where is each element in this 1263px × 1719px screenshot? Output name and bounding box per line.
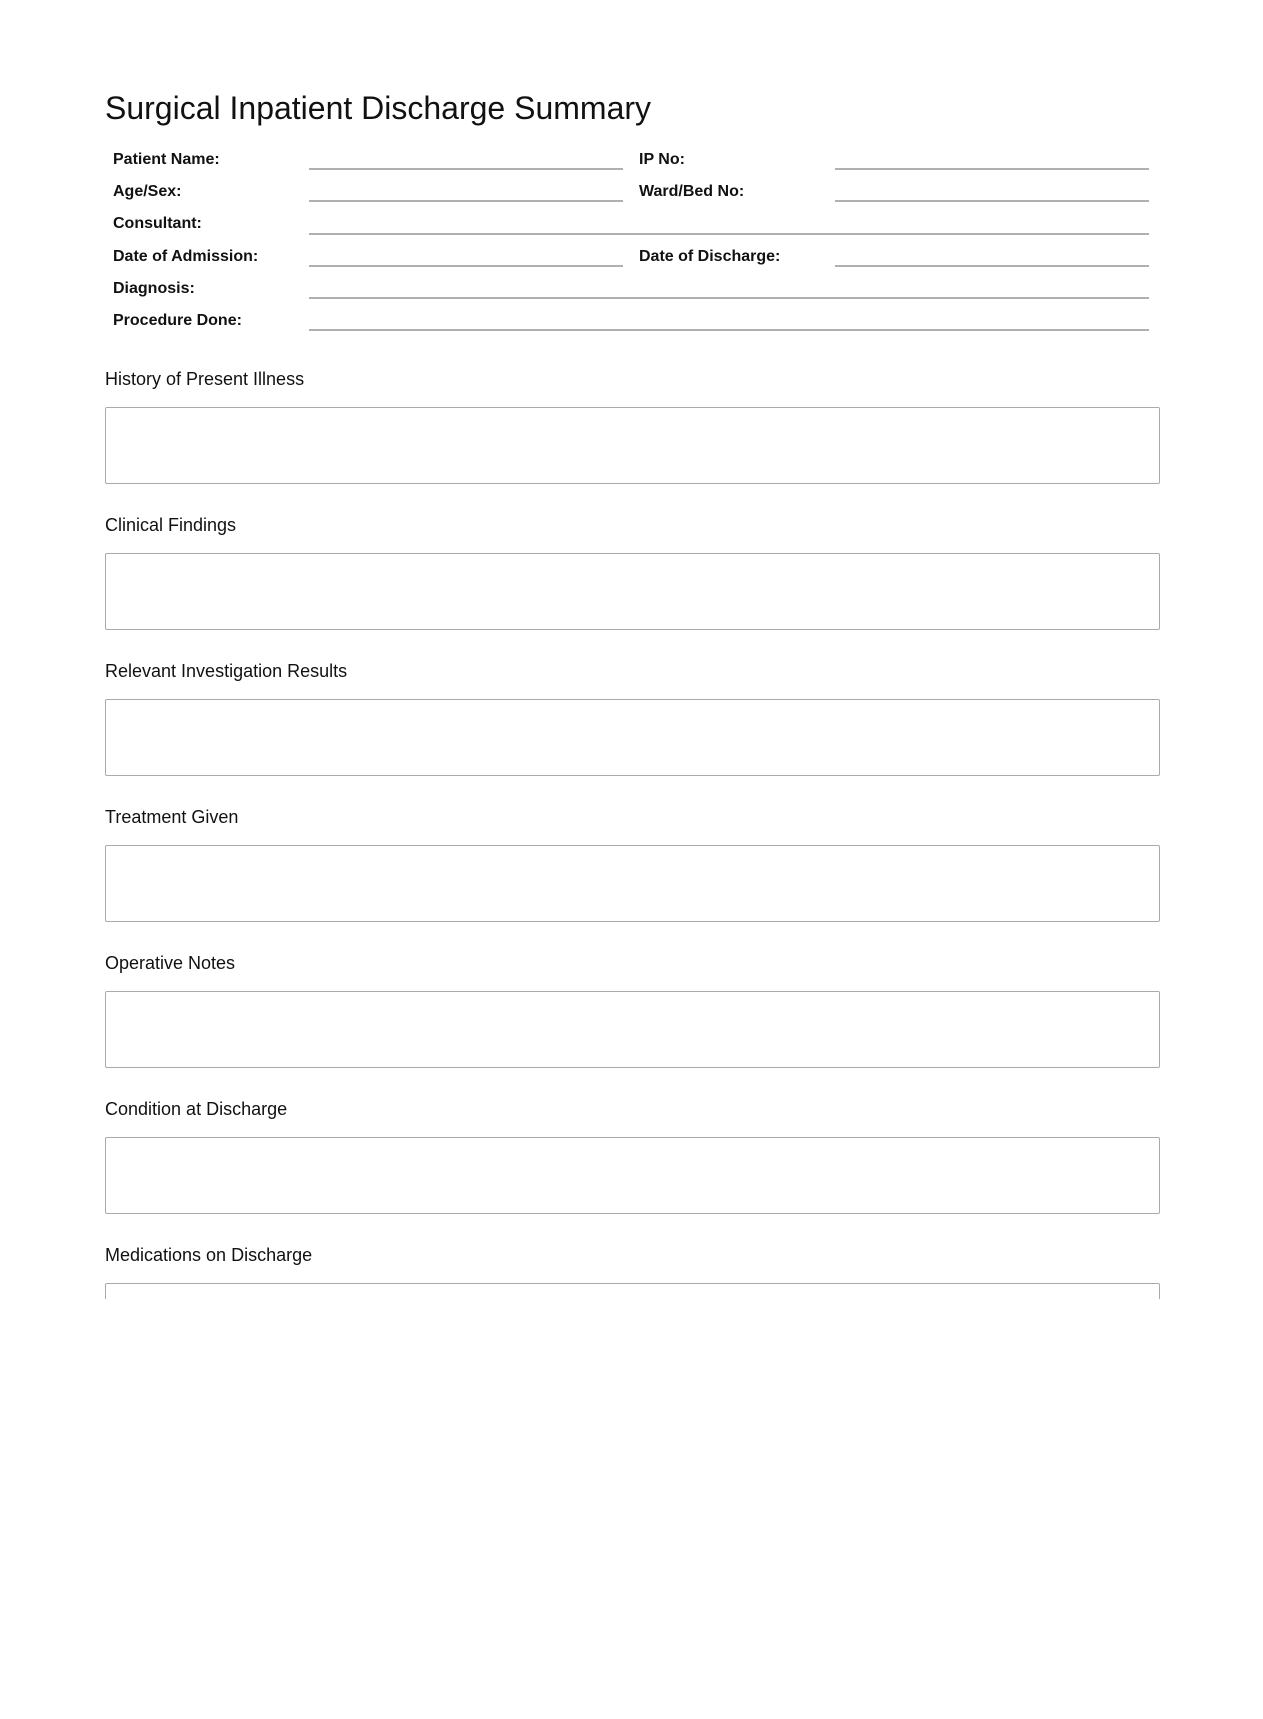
operative-notes-textarea[interactable] bbox=[105, 991, 1160, 1068]
ip-no-field[interactable] bbox=[835, 168, 1149, 170]
ip-no-label: IP No: bbox=[639, 151, 685, 168]
date-of-discharge-field[interactable] bbox=[835, 265, 1149, 267]
date-of-admission-label: Date of Admission: bbox=[113, 248, 259, 265]
consultant-label: Consultant: bbox=[113, 215, 202, 232]
section-label-clinical-findings: Clinical Findings bbox=[105, 515, 237, 535]
diagnosis-field[interactable] bbox=[309, 297, 1149, 299]
section-label-history: History of Present Illness bbox=[105, 369, 305, 389]
section-label-investigations: Relevant Investigation Results bbox=[105, 661, 348, 681]
history-of-present-illness-textarea[interactable] bbox=[105, 407, 1160, 484]
patient-name-field[interactable] bbox=[309, 168, 623, 170]
treatment-given-textarea[interactable] bbox=[105, 845, 1160, 922]
page-title: Surgical Inpatient Discharge Summary bbox=[105, 90, 652, 126]
consultant-field[interactable] bbox=[309, 233, 1149, 235]
ward-bed-no-field[interactable] bbox=[835, 200, 1149, 202]
age-sex-label: Age/Sex: bbox=[113, 183, 182, 200]
ward-bed-no-label: Ward/Bed No: bbox=[639, 183, 745, 200]
procedure-done-field[interactable] bbox=[309, 329, 1149, 331]
diagnosis-label: Diagnosis: bbox=[113, 280, 195, 297]
date-of-admission-field[interactable] bbox=[309, 265, 623, 267]
section-label-condition: Condition at Discharge bbox=[105, 1099, 288, 1119]
section-label-operative-notes: Operative Notes bbox=[105, 953, 236, 973]
age-sex-field[interactable] bbox=[309, 200, 623, 202]
clinical-findings-textarea[interactable] bbox=[105, 553, 1160, 630]
investigation-results-textarea[interactable] bbox=[105, 699, 1160, 776]
medications-on-discharge-textarea[interactable] bbox=[105, 1283, 1160, 1299]
section-label-treatment: Treatment Given bbox=[105, 807, 239, 827]
patient-name-label: Patient Name: bbox=[113, 151, 220, 168]
procedure-done-label: Procedure Done: bbox=[113, 312, 242, 329]
condition-at-discharge-textarea[interactable] bbox=[105, 1137, 1160, 1214]
date-of-discharge-label: Date of Discharge: bbox=[639, 248, 781, 265]
section-label-medications: Medications on Discharge bbox=[105, 1245, 313, 1265]
